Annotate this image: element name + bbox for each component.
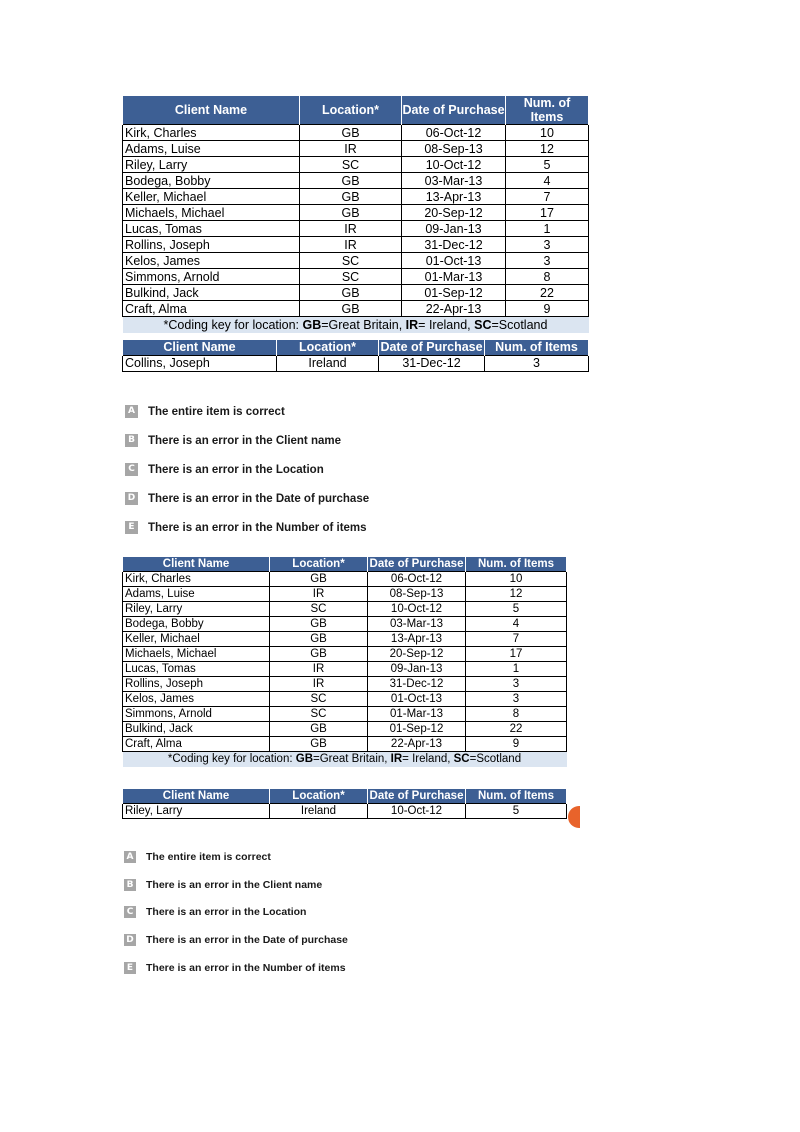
cell-date: 13-Apr-13 [368, 631, 466, 646]
option-text: There is an error in the Location [146, 906, 307, 919]
cell-items: 5 [466, 601, 567, 616]
coding-key: *Coding key for location: GB=Great Britain, IR= Ireland, SC=Scotland [123, 751, 567, 767]
cell-client-name: Michaels, Michael [123, 646, 270, 661]
option-e[interactable] [124, 954, 348, 982]
cell-items: 10 [506, 125, 589, 141]
table-row [123, 205, 589, 221]
cell-client-name: Lucas, Tomas [123, 221, 300, 237]
cell-date: 22-Apr-13 [402, 301, 506, 317]
cell-date: 08-Sep-13 [368, 586, 466, 601]
cell-location: GB [270, 736, 368, 751]
cell-location: GB [300, 205, 402, 221]
header-location: Location* [277, 340, 379, 355]
option-text: There is an error in the Location [148, 463, 324, 476]
cell-items: 22 [506, 285, 589, 301]
header-items: Num. of Items [485, 340, 589, 355]
cell-location: GB [270, 721, 368, 736]
option-text: The entire item is correct [148, 405, 285, 418]
table-row [123, 803, 567, 818]
cell-location: IR [300, 141, 402, 157]
header-items: Num. of Items [506, 96, 589, 125]
cell-location: SC [300, 253, 402, 269]
table-row [123, 721, 567, 736]
option-text: There is an error in the Date of purchase [148, 492, 370, 505]
table-row [123, 253, 589, 269]
cell-client-name: Keller, Michael [123, 189, 300, 205]
cell-date: 20-Sep-12 [402, 205, 506, 221]
option-c[interactable] [124, 898, 348, 926]
cell-items: 10 [466, 571, 567, 586]
cell-client-name: Adams, Luise [123, 141, 300, 157]
header-client-name: Client Name [123, 557, 270, 571]
cell-client-name: Bodega, Bobby [123, 616, 270, 631]
cell-date: 01-Mar-13 [368, 706, 466, 721]
table-row [123, 706, 567, 721]
header-client-name: Client Name [123, 789, 270, 803]
option-text: There is an error in the Client name [146, 878, 323, 891]
option-letter-badge: C [125, 463, 138, 476]
option-letter-badge: E [124, 962, 136, 974]
cell-date: 01-Oct-13 [368, 691, 466, 706]
cell-date: 08-Sep-13 [402, 141, 506, 157]
cell-items: 3 [466, 676, 567, 691]
cell-client-name: Adams, Luise [123, 586, 270, 601]
cell-items: 1 [466, 661, 567, 676]
table-row [123, 631, 567, 646]
cell-items: 3 [506, 237, 589, 253]
option-letter-badge: B [124, 879, 136, 891]
cell-date: 03-Mar-13 [402, 173, 506, 189]
cell-items: 3 [485, 355, 589, 371]
cell-client-name: Collins, Joseph [123, 355, 277, 371]
option-letter-badge: D [125, 492, 138, 505]
cell-items: 8 [466, 706, 567, 721]
header-client-name: Client Name [123, 96, 300, 125]
question-1-item-block [122, 340, 589, 372]
cell-items: 8 [506, 269, 589, 285]
cell-location: IR [270, 676, 368, 691]
cell-items: 4 [466, 616, 567, 631]
table-row [123, 616, 567, 631]
answer-indicator-marker [568, 806, 580, 828]
cell-location: GB [270, 616, 368, 631]
table-row [123, 601, 567, 616]
table-row [123, 157, 589, 173]
option-b[interactable] [125, 426, 369, 455]
cell-date: 10-Oct-12 [402, 157, 506, 173]
header-date: Date of Purchase [368, 789, 466, 803]
option-text: There is an error in the Number of items [148, 521, 367, 534]
cell-items: 3 [466, 691, 567, 706]
cell-client-name: Craft, Alma [123, 736, 270, 751]
cell-date: 06-Oct-12 [402, 125, 506, 141]
cell-location: IR [270, 586, 368, 601]
table-row [123, 691, 567, 706]
cell-date: 01-Sep-12 [368, 721, 466, 736]
cell-location: GB [270, 571, 368, 586]
cell-date: 31-Dec-12 [379, 355, 485, 371]
table-row [123, 221, 589, 237]
table-row [123, 141, 589, 157]
table-row [123, 189, 589, 205]
header-date: Date of Purchase [380, 340, 483, 355]
table-header-row [123, 96, 589, 125]
table-header-row [123, 557, 567, 571]
option-text: There is an error in the Client name [148, 434, 341, 447]
cell-items: 7 [506, 189, 589, 205]
cell-location: GB [300, 285, 402, 301]
cell-location: GB [270, 646, 368, 661]
cell-client-name: Bulkind, Jack [123, 285, 300, 301]
cell-date: 03-Mar-13 [368, 616, 466, 631]
reference-table-2 [122, 557, 567, 767]
option-letter-badge: E [125, 521, 138, 534]
cell-client-name: Bodega, Bobby [123, 173, 300, 189]
question-2-item-block [122, 789, 567, 819]
cell-date: 31-Dec-12 [402, 237, 506, 253]
cell-date: 20-Sep-12 [368, 646, 466, 661]
cell-client-name: Kirk, Charles [123, 125, 300, 141]
cell-date: 31-Dec-12 [368, 676, 466, 691]
cell-client-name: Simmons, Arnold [123, 269, 300, 285]
cell-items: 9 [466, 736, 567, 751]
option-letter-badge: A [125, 405, 138, 418]
cell-client-name: Riley, Larry [123, 157, 300, 173]
header-location: Location* [270, 557, 368, 571]
table-row [123, 646, 567, 661]
header-date: Date of Purchase [402, 96, 506, 125]
cell-date: 01-Mar-13 [402, 269, 506, 285]
cell-client-name: Riley, Larry [123, 601, 270, 616]
table-row [123, 269, 589, 285]
option-a[interactable] [125, 397, 369, 426]
cell-date: 22-Apr-13 [368, 736, 466, 751]
reference-table-1-block [122, 96, 589, 333]
cell-items: 7 [466, 631, 567, 646]
cell-date: 01-Oct-13 [402, 253, 506, 269]
cell-location: IR [300, 237, 402, 253]
cell-location: GB [300, 189, 402, 205]
cell-location: IR [270, 661, 368, 676]
cell-client-name: Riley, Larry [123, 803, 270, 818]
cell-client-name: Simmons, Arnold [123, 706, 270, 721]
reference-table-2-block [122, 557, 567, 767]
option-c[interactable] [125, 455, 369, 484]
cell-location: Ireland [277, 355, 379, 371]
table-row [123, 301, 589, 317]
table-row [123, 736, 567, 751]
cell-client-name: Rollins, Joseph [123, 237, 300, 253]
reference-table-1 [122, 96, 589, 333]
cell-location: GB [300, 173, 402, 189]
table-row [123, 355, 589, 371]
table-row [123, 125, 589, 141]
cell-client-name: Kelos, James [123, 691, 270, 706]
option-a[interactable] [124, 843, 348, 871]
cell-location: IR [300, 221, 402, 237]
cell-date: 01-Sep-12 [402, 285, 506, 301]
cell-location: GB [300, 301, 402, 317]
header-items: Num. of Items [466, 789, 567, 803]
header-location: Location* [270, 789, 368, 803]
cell-location: SC [270, 601, 368, 616]
cell-date: 09-Jan-13 [402, 221, 506, 237]
cell-date: 06-Oct-12 [368, 571, 466, 586]
cell-client-name: Kelos, James [123, 253, 300, 269]
table-row [123, 661, 567, 676]
cell-items: 12 [466, 586, 567, 601]
option-d[interactable] [124, 926, 348, 954]
option-text: There is an error in the Number of items [146, 961, 346, 974]
table-row [123, 571, 567, 586]
cell-client-name: Rollins, Joseph [123, 676, 270, 691]
question-2-options [124, 843, 348, 981]
cell-items: 9 [506, 301, 589, 317]
header-client-name: Client Name [123, 340, 277, 355]
cell-client-name: Michaels, Michael [123, 205, 300, 221]
cell-client-name: Bulkind, Jack [123, 721, 270, 736]
cell-date: 10-Oct-12 [368, 601, 466, 616]
cell-date: 09-Jan-13 [368, 661, 466, 676]
option-d[interactable] [125, 484, 369, 513]
option-e[interactable] [125, 513, 369, 542]
cell-items: 3 [506, 253, 589, 269]
cell-location: Ireland [270, 803, 368, 818]
question-1-options [125, 397, 369, 542]
option-letter-badge: A [124, 851, 136, 863]
cell-items: 12 [506, 141, 589, 157]
coding-key: *Coding key for location: GB=Great Britain, IR= Ireland, SC=Scotland [123, 317, 589, 333]
cell-items: 5 [466, 803, 567, 818]
cell-items: 5 [506, 157, 589, 173]
cell-items: 17 [466, 646, 567, 661]
cell-client-name: Lucas, Tomas [123, 661, 270, 676]
cell-items: 22 [466, 721, 567, 736]
cell-items: 1 [506, 221, 589, 237]
header-date: Date of Purchase [368, 557, 466, 571]
table-row [123, 173, 589, 189]
question-2-item-table [122, 789, 567, 819]
table-row [123, 586, 567, 601]
question-1-item-table [122, 340, 589, 372]
header-items: Num. of Items [466, 557, 567, 571]
cell-client-name: Keller, Michael [123, 631, 270, 646]
cell-items: 17 [506, 205, 589, 221]
header-location: Location* [300, 96, 402, 125]
cell-location: SC [270, 691, 368, 706]
option-text: The entire item is correct [146, 850, 271, 863]
cell-location: GB [300, 125, 402, 141]
cell-location: SC [270, 706, 368, 721]
option-letter-badge: D [124, 934, 136, 946]
cell-client-name: Craft, Alma [123, 301, 300, 317]
cell-location: GB [270, 631, 368, 646]
option-text: There is an error in the Date of purchase [146, 933, 348, 946]
cell-location: SC [300, 157, 402, 173]
option-letter-badge: C [124, 906, 136, 918]
option-b[interactable] [124, 871, 348, 899]
cell-location: SC [300, 269, 402, 285]
cell-items: 4 [506, 173, 589, 189]
table-row [123, 237, 589, 253]
cell-date: 10-Oct-12 [368, 803, 466, 818]
option-letter-badge: B [125, 434, 138, 447]
cell-date: 13-Apr-13 [402, 189, 506, 205]
table-row [123, 676, 567, 691]
table-row [123, 285, 589, 301]
cell-client-name: Kirk, Charles [123, 571, 270, 586]
